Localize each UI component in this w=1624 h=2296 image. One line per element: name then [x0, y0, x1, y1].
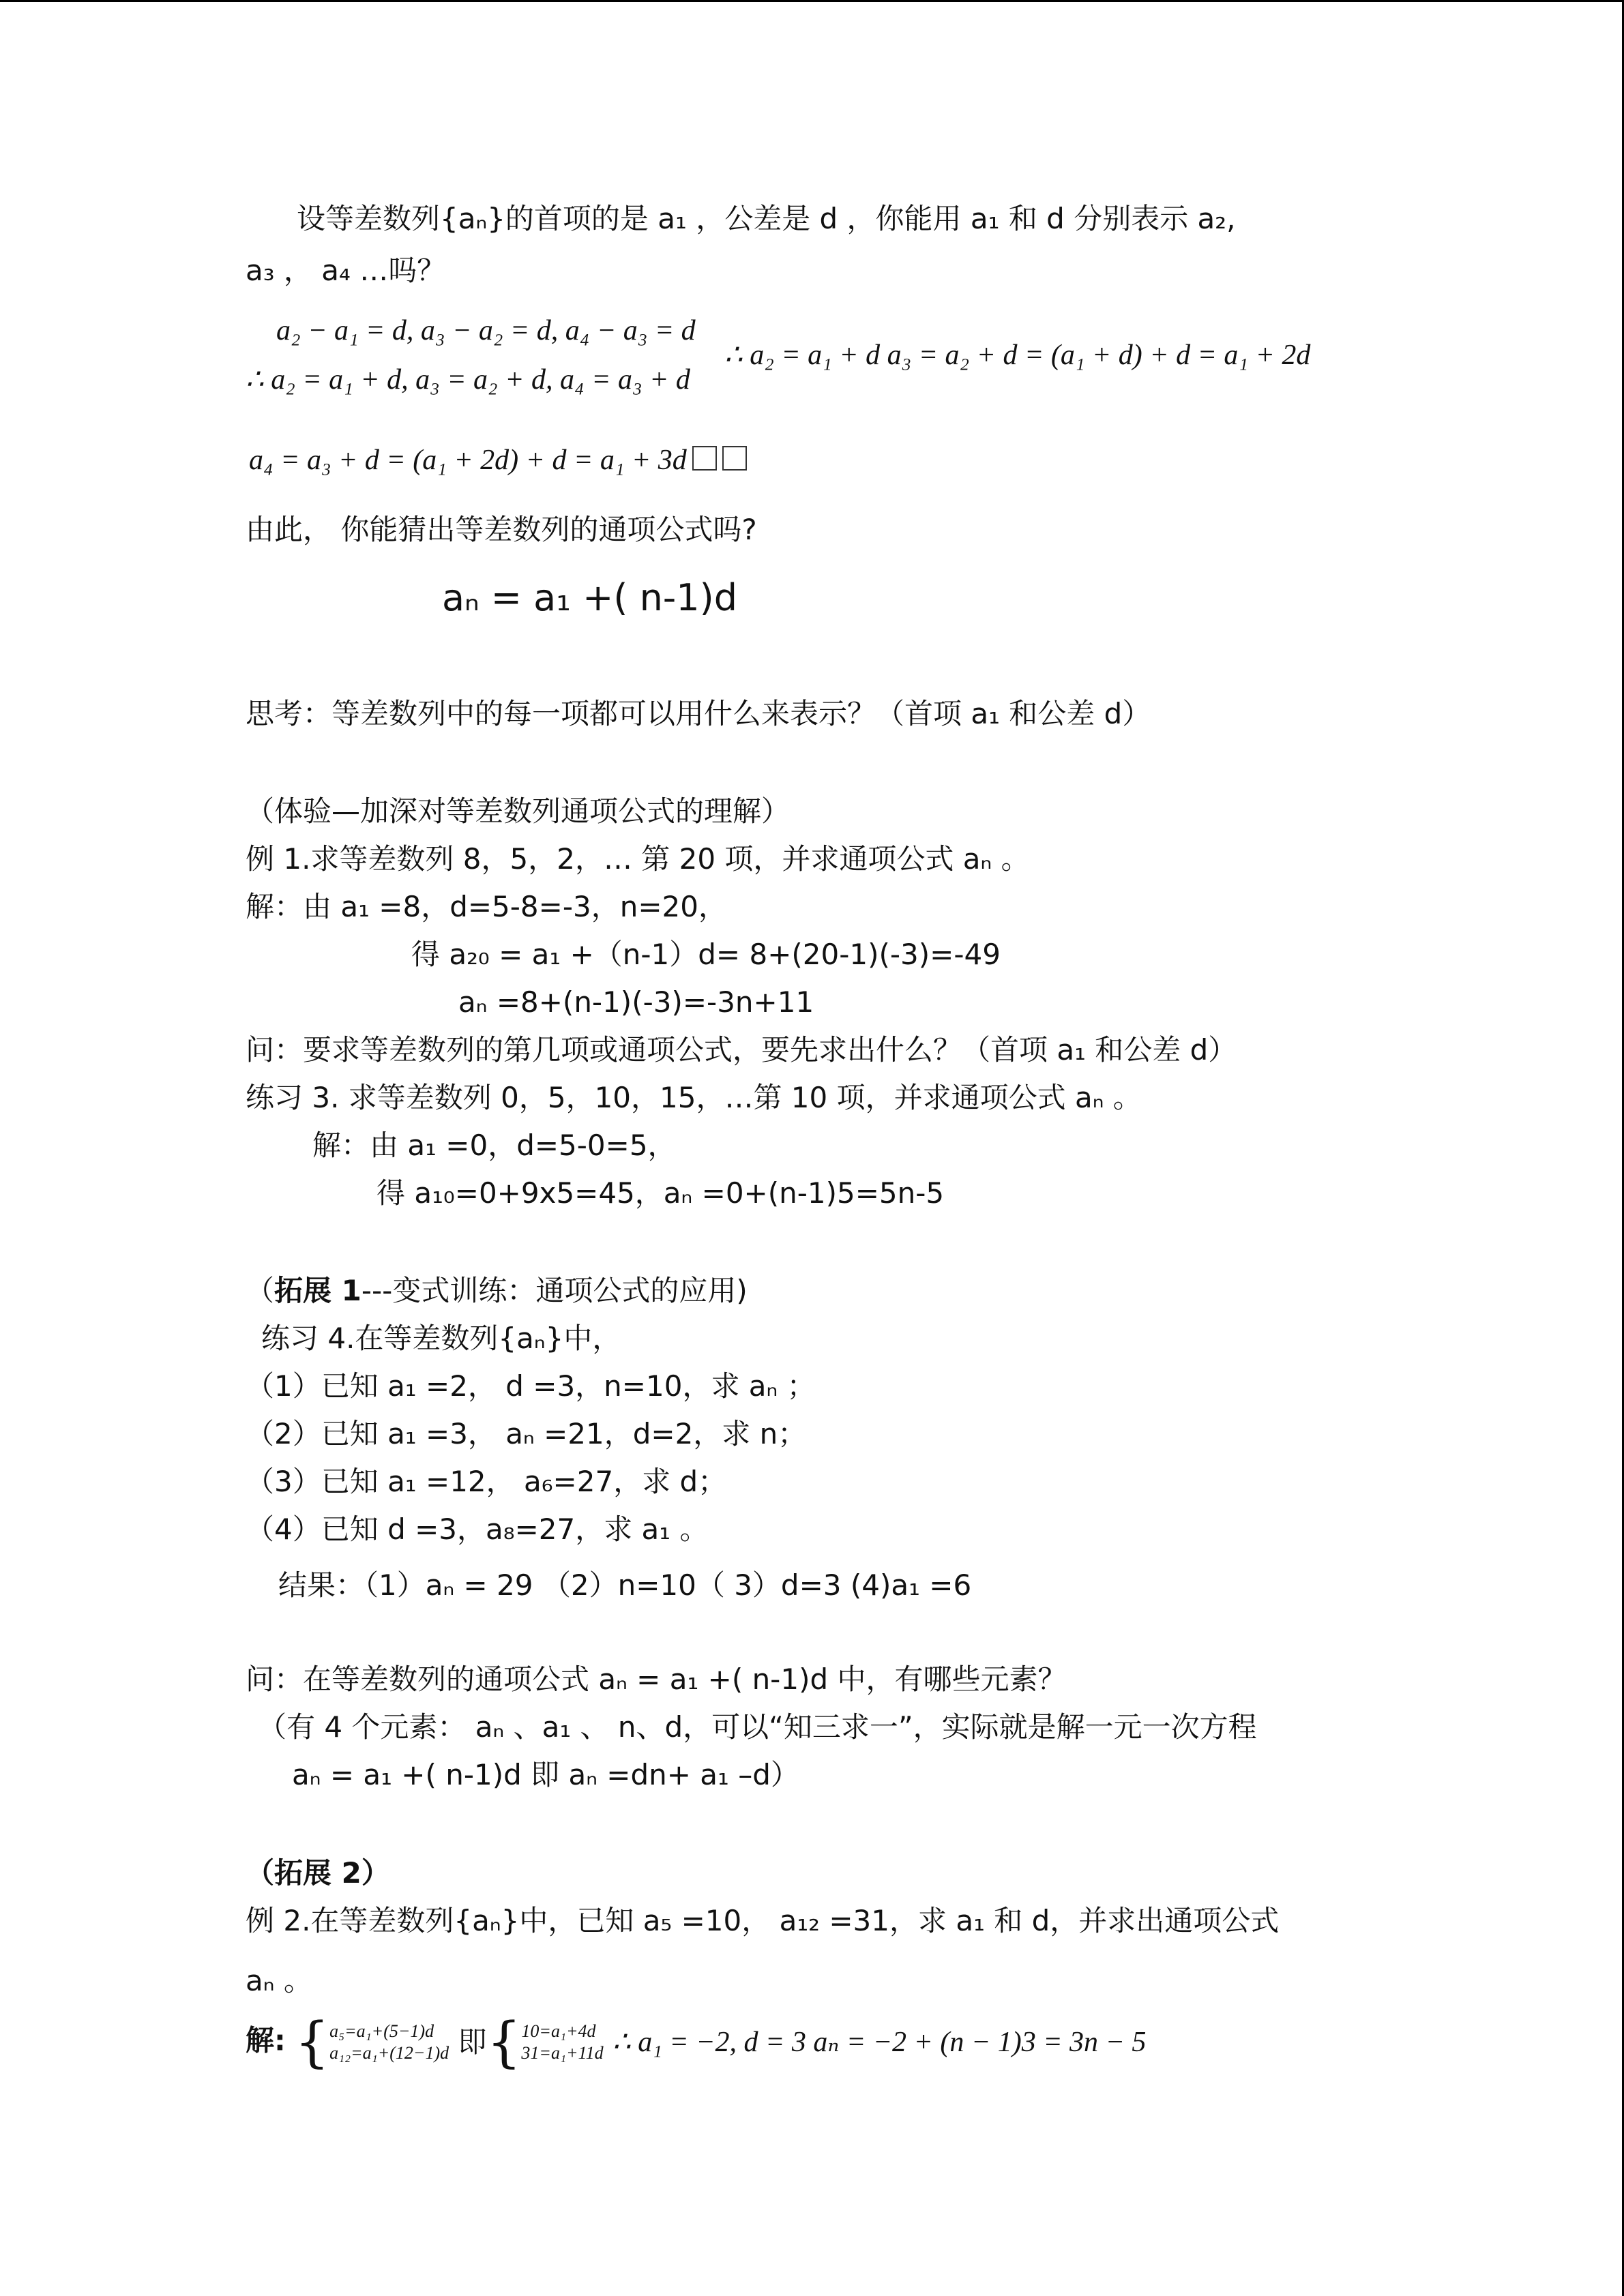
solution-label: 解: [246, 2023, 286, 2057]
intro-line-2: a₃ ， a₄ …吗？ [246, 254, 446, 287]
elements-answer-2: aₙ = a₁ +( n-1)d 即 aₙ =dn+ a₁ –d） [292, 1758, 799, 1791]
elements-question: 问：在等差数列的通项公式 aₙ = a₁ +( n-1)d 中，有哪些元素？ [246, 1663, 1067, 1696]
missing-glyph-box [722, 446, 747, 471]
page-top-border [0, 0, 1624, 2]
extend-1-title: 拓展 1 [274, 1274, 361, 1307]
think-question: 思考：等差数列中的每一项都可以用什么来表示？（首项 a₁ 和公差 d） [246, 697, 1151, 730]
example-1-solution-3: aₙ =8+(n-1)(-3)=-3n+11 [458, 985, 814, 1019]
practice-3-solution-2: 得 a₁₀=0+9x5=45，aₙ =0+(n-1)5=5n-5 [377, 1176, 945, 1210]
system-1-top: a₅=a₁+(5−1)d [329, 2021, 434, 2041]
practice-4-item-2: （2）已知 a₁ =3， aₙ =21，d=2，求 n； [246, 1417, 807, 1450]
practice-4-item-3: （3）已知 a₁ =12， a₆=27，求 d； [246, 1465, 727, 1498]
general-formula: aₙ = a₁ +( n-1)d [442, 576, 737, 619]
a4-equation [249, 443, 747, 477]
practice-3: 练习 3. 求等差数列 0，5，10，15，…第 10 项，并求通项公式 aₙ 。 [246, 1081, 1142, 1114]
example-1-solution-1: 解：由 a₁ =8，d=5-8=-3，n=20， [246, 890, 727, 923]
sum-equations: ∴ a₂ = a₁ + d, a₃ = a₂ + d, a₄ = a₃ + d [246, 364, 690, 396]
extend-1-open: （ [246, 1274, 275, 1307]
practice-4-results: 结果：（1）aₙ = 29 （2）n=10（ 3）d=3 (4)a₁ =6 [278, 1568, 972, 1602]
example-2-solution [246, 2010, 1147, 2074]
extend-1-subtitle: ---变式训练：通项公式的应用) [361, 1274, 748, 1307]
a4-equation-text: a₄ = a₃ + d = (a₁ + 2d) + d = a₁ + 3d [249, 445, 687, 476]
experience-heading: （体验—加深对等差数列通项公式的理解） [246, 794, 791, 828]
practice-4-item-4: （4）已知 d =3，a₈=27，求 a₁ 。 [246, 1512, 709, 1546]
missing-glyph-box [692, 446, 717, 471]
system-1 [329, 2021, 449, 2065]
difference-equations: a₂ − a₁ = d, a₃ − a₂ = d, a₄ − a₃ = d [276, 315, 696, 346]
guess-question: 由此， 你能猜出等差数列的通项公式吗? [246, 513, 757, 546]
practice-3-solution-1: 解：由 a₁ =0，d=5-0=5， [312, 1129, 677, 1162]
practice-4-item-1: （1）已知 a₁ =2， d =3，n=10，求 aₙ ； [246, 1369, 816, 1403]
question-what-first: 问：要求等差数列的第几项或通项公式，要先求出什么？（首项 a₁ 和公差 d） [246, 1033, 1237, 1067]
system-1-bottom: a₁₂=a₁+(12−1)d [329, 2043, 449, 2063]
left-brace: { [295, 2010, 330, 2074]
solution-result: ∴ a₁ = −2, d = 3 aₙ = −2 + (n − 1)3 = 3n − 5 [612, 2026, 1147, 2058]
left-brace: { [486, 2010, 522, 2074]
example-2-continued: aₙ 。 [246, 1964, 312, 1997]
ji-word: 即 [458, 2025, 487, 2059]
system-2-top: 10=a₁+4d [521, 2021, 596, 2041]
extend-1-heading [246, 1274, 748, 1308]
practice-4: 练习 4.在等差数列{aₙ}中， [261, 1322, 621, 1355]
extend-2-heading: （拓展 2） [246, 1856, 390, 1890]
system-2 [521, 2021, 603, 2065]
example-2: 例 2.在等差数列{aₙ}中，已知 a₅ =10， a₁₂ =31，求 a₁ 和 d，并求出通项公式 [246, 1904, 1280, 1937]
expanded-equations: ∴ a₂ = a₁ + d a₃ = a₂ + d = (a₁ + d) + d = a₁ + 2d [724, 340, 1311, 371]
intro-line-1: 设等差数列{aₙ}的首项的是 a₁ ，公差是 d ，你能用 a₁ 和 d 分别表示 a₂, [297, 202, 1236, 235]
example-1-solution-2: 得 a₂₀ = a₁ +（n-1）d= 8+(20-1)(-3)=-49 [411, 938, 1001, 971]
elements-answer-1: （有 4 个元素： aₙ 、a₁ 、 n、d，可以“知三求一”，实际就是解一元一次方程 [258, 1710, 1257, 1744]
example-1: 例 1.求等差数列 8，5，2，… 第 20 项，并求通项公式 aₙ 。 [246, 842, 1030, 876]
system-2-bottom: 31=a₁+11d [521, 2043, 604, 2063]
